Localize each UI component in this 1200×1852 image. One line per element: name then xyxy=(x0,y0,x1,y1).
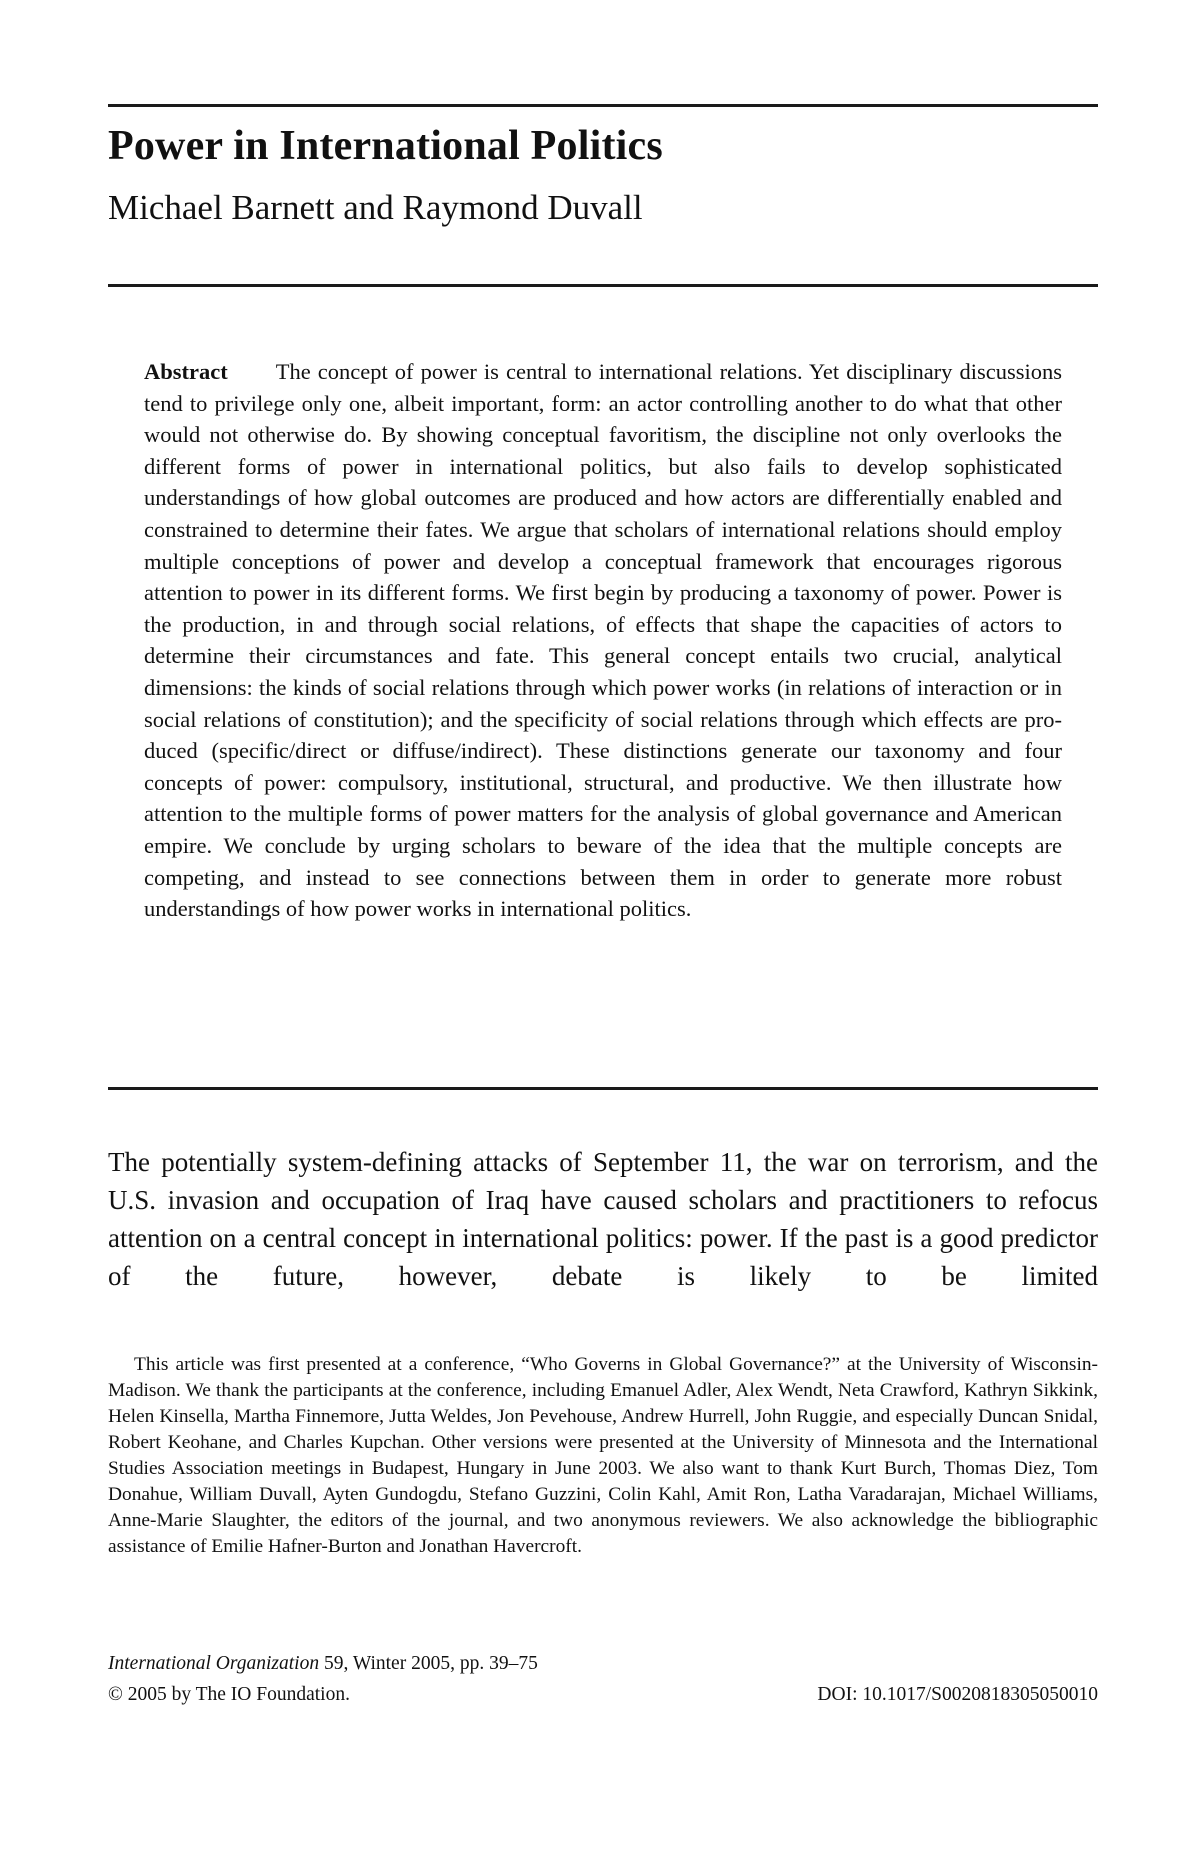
header-bottom-rule xyxy=(108,284,1098,287)
abstract-text: The concept of power is central to international relations. Yet disciplinary discussions tend to privilege only one, albeit important, form: an actor controlling another to do what that other would not otherwise do. By showing conceptual favoritism, the discipline not only overlooks the different forms of power in international politics, but also fails to develop sophisticated understandings of how global outcomes are produced and how actors are differentially enabled and constrained to determine their fates. We argue that scholars of international relations should employ multiple conceptions of power and develop a conceptual framework that encourages rigorous attention to power in its different forms. We first begin by producing a taxonomy of power. Power is the production, in and through social relations, of effects that shape the capacities of actors to determine their circumstances and fate. This general concept entails two crucial, analytical dimensions: the kinds of social relations through which power works (in relations of interaction or in social relations of constitution); and the specificity of social relations through which effects are produced (specific/direct or diffuse/indirect). These distinctions generate our taxonomy and four concepts of power: compulsory, institutional, structural, and productive. We then illustrate how attention to the multiple forms of power matters for the analysis of global governance and American empire. We conclude by urging scholars to beware of the idea that the multiple concepts are competing, and instead to see connections between them in order to generate more robust understandings of how power works in international politics. xyxy=(144,359,1062,922)
acknowledgment-footnote: This article was first presented at a conference, “Who Governs in Global Governance?” at the University of Wisconsin-Madison. We thank the participants at the conference, including Emanuel Adler, Alex Wendt, Neta Crawford, Kathryn Sikkink, Helen Kinsella, Martha Finnemore, Jutta Weldes, Jon Pevehouse, Andrew Hurrell, John Ruggie, and especially Duncan Snidal, Robert Keohane, and Charles Kupchan. Other versions were presented at the University of Minnesota and the International Studies Association meetings in Budapest, Hungary in June 2003. We also want to thank Kurt Burch, Thomas Diez, Tom Donahue, William Duvall, Ayten Gundogdu, Stefano Guzzini, Colin Kahl, Amit Ron, Latha Varadarajan, Michael Williams, Anne-Marie Slaughter, the editors of the journal, and two anonymous reviewers. We also acknowledge the bibliographic assistance of Emilie Hafner-Burton and Jonathan Havercroft. xyxy=(108,1354,1098,1557)
body-paragraph: The potentially system-defining attacks of September 11, the war on terrorism, and the U.S. invasion and occupation of Iraq have caused scholars and practitioners to refocus attention on a central concept in international politics: power. If the past is a good predictor of the future, however, debate is likely to be limited xyxy=(108,1147,1098,1291)
header-top-rule xyxy=(108,104,1098,107)
article-authors: Michael Barnett and Raymond Duvall xyxy=(108,188,643,227)
copyright-notice: © 2005 by The IO Foundation. xyxy=(108,1684,350,1705)
journal-name: International Organization xyxy=(108,1653,320,1674)
abstract-bottom-rule xyxy=(108,1087,1098,1090)
article-title: Power in International Politics xyxy=(108,123,663,169)
abstract-block xyxy=(144,356,1062,925)
abstract-label: Abstract xyxy=(144,359,228,384)
copyright-doi-line xyxy=(108,1681,1098,1709)
journal-issue-details: 59, Winter 2005, pp. 39–75 xyxy=(319,1653,538,1674)
journal-citation xyxy=(108,1650,1098,1678)
doi-identifier: DOI: 10.1017/S0020818305050010 xyxy=(817,1684,1098,1705)
